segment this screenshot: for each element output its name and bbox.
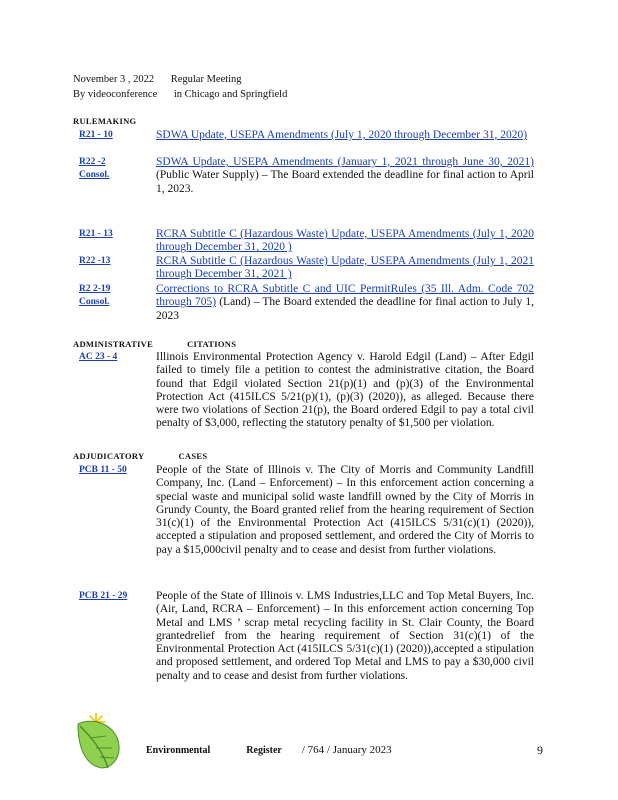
rulemaking-title-link[interactable]: SDWA Update, USEPA Amendments (July 1, 2020 through December 31, 2020) xyxy=(156,129,528,141)
rulemaking-title-link[interactable]: SDWA Update, USEPA Amendments (January 1, 2021 through June 30, 2021) xyxy=(156,156,534,168)
sun-ray xyxy=(98,716,102,720)
section-title-rulemaking: RULEMAKING xyxy=(73,116,137,126)
sun-ray xyxy=(90,716,94,720)
meeting-location-prefix: By videoconference xyxy=(73,89,158,100)
entry-description xyxy=(156,283,534,323)
rulemaking-title-link[interactable]: RCRA Subtitle C (Hazardous Waste) Update, USEPA Amendments (July 1, 2021 through December 31, 2021 ) xyxy=(156,255,534,281)
case-number-link[interactable]: PCB 11 - 50 xyxy=(79,465,127,475)
section-title-administrative-citations: ADMINISTRATIVE CITATIONS xyxy=(73,339,237,349)
entry-description xyxy=(156,255,534,282)
meeting-type: Regular Meeting xyxy=(170,74,242,85)
rulemaking-title-link[interactable]: RCRA Subtitle C (Hazardous Waste) Update, USEPA Amendments (July 1, 2020 through December 31, 2020 ) xyxy=(156,228,534,254)
meeting-location-cities: in Chicago and Springfield xyxy=(173,89,288,100)
entry-action-text: (Public Water Supply) – The Board extended the deadline for final action to April 1, 2023. xyxy=(156,169,534,195)
entry-description xyxy=(156,228,534,255)
meeting-date: November 3 , 2022 xyxy=(73,74,155,85)
entry-description xyxy=(156,129,534,142)
publication-register: Register xyxy=(246,745,282,756)
entry-description xyxy=(156,156,534,196)
case-number-link[interactable]: R22 -2 Consol. xyxy=(79,157,110,180)
footer-publication xyxy=(146,744,392,756)
case-number-link[interactable]: AC 23 - 4 xyxy=(79,352,118,362)
entry-description: Illinois Environmental Protection Agency v. Harold Edgil (Land) – After Edgil failed to timely file a petition to contest the administrative citation, the Board found that Edgil violated Section 21(p)(1) and (p)(3) of the Environmental Protection Act (415ILCS 5/21(p)(1), (p)(3) (2020)), as alleged. Because there were two violations of Section 21(p), the Board ordered Edgil to pay a total civil penalty of $3,000, reflecting the statutory penalty of $1,500 per violation. xyxy=(156,351,534,430)
case-number-link[interactable]: R2 2-19 Consol. xyxy=(79,284,111,307)
case-number-link[interactable]: R21 - 13 xyxy=(79,229,113,239)
section-title-adjudicatory-cases: ADJUDICATORY CASES xyxy=(73,451,208,461)
page-footer xyxy=(0,700,618,780)
meeting-header xyxy=(73,72,301,102)
rulemaking-title-link[interactable]: Corrections to RCRA Subtitle C and UIC PermitRules (35 Ill. Adm. Code 702 through 705) xyxy=(156,283,534,309)
entry-description: People of the State of Illinois v. The City of Morris and Community Landfill Company, Inc. (Land – Enforcement) – In this enforcement action concerning a special waste and municipal solid waste landfill owned by the City of Morris in Grundy County, the Board granted relief from the hearing requirement of Section 31(c)(1) of the Environmental Protection Act (415ILCS 5/31(c)(1) (2020)), accepted a stipulation and proposed settlement, and ordered the City of Morris to pay a $15,000civil penalty and to cease and desist from further violations. xyxy=(156,464,534,556)
issue-info: / 764 / January 2023 xyxy=(301,744,392,756)
leaf-logo-icon xyxy=(72,710,124,770)
page-number: 9 xyxy=(537,743,543,757)
case-number-link[interactable]: R21 - 10 xyxy=(79,130,113,140)
publication-name: Environmental xyxy=(146,745,211,756)
case-number-link[interactable]: PCB 21 - 29 xyxy=(79,591,128,601)
case-number-link[interactable]: R22 -13 xyxy=(79,256,111,266)
entry-description: People of the State of Illinois v. LMS Industries,LLC and Top Metal Buyers, Inc. (Air, Land, RCRA – Enforcement) – In this enforcement action concerning Top Metal and LMS ’ scrap metal recycling facility in St. Clair County, the Board grantedrelief from the hearing requirement of Section 31(c)(1) of the Environmental Protection Act (415ILCS 5/31(c)(1) (2020)),accepted a stipulation and proposed settlement, and ordered Top Metal and LMS to pay a $30,000 civil penalty and to cease and desist from further violations. xyxy=(156,590,534,682)
entry-action-text: (Land) – The Board extended the deadline for final action to July 1, 2023 xyxy=(156,296,534,322)
